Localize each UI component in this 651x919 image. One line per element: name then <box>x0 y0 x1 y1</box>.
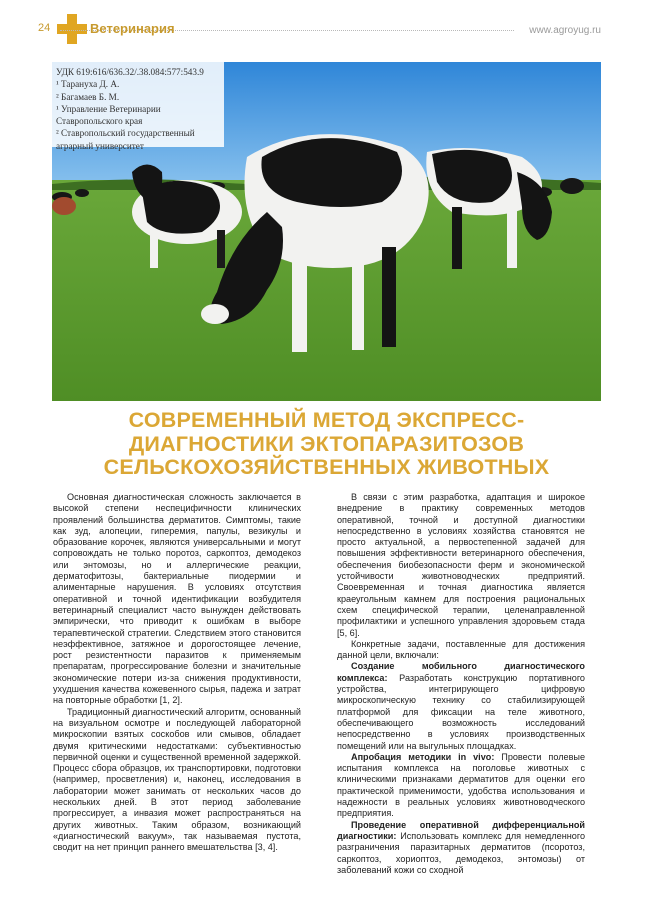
left-column <box>53 492 301 854</box>
udk-code: УДК 619:616/636.32/.38.084:577:543.9 <box>56 67 204 77</box>
right-column <box>337 492 585 876</box>
section-title: Ветеринария <box>90 21 175 36</box>
task-heading: Проведение оперативной дифференциальной диагностики: <box>337 819 585 841</box>
affiliation-1-line-1: ¹ Управление Ветеринарии <box>56 103 161 114</box>
article-title <box>62 409 591 480</box>
page-number: 24 <box>38 22 51 34</box>
paragraph: Традиционный диагностический алгоритм, основанный на визуальном осмотре и последующей лабораторной микроскопии взятых соскобов или смывов, обладает двумя критическими недостатками: субъективностью первичной оценки и существенной временной задержкой. Процесс сбора образцов, их транспортировки, подготовки (например, просветления) и, наконец, исследования в лаборатории может занимать от нескольких часов до нескольких дней. В этот период заболевание прогрессирует, а инвазия может распространяться на других животных. Таким образом, возникающий «диагностический вакуум», так называемая пустота, сводит на нет принцип раннего вмешательства [3, 4]. <box>53 706 301 853</box>
title-line-3: СЕЛЬСКОХОЗЯЙСТВЕННЫХ ЖИВОТНЫХ <box>103 455 550 479</box>
paragraph: Основная диагностическая сложность заключается в высокой степени неспецифичности клинических проявлений большинства дерматитов. Симптомы, такие как зуд, алопеции, гиперемия, папулы, везикулы и образование корочек, являются универсальными и могут сопровождать не только поротоз, саркоптоз, демодекоз или энтомозы, но и аллергические реакции, дерматофитозы, бактериальные пиодермии и алиментарные нарушения. В условиях отсутствия оперативной и точной идентификации возбудителя ветеринарный специалист часто вынужден действовать эмпирически, что приводит к ошибкам в выборе терапевтической стратегии. Следствием этого становится неэффективное, затяжное и дорогостоящее лечение, рост резистентности паразитов к применяемым препаратам, прогрессирование болезни и значительные экономические потери из-за снижения продуктивности, ухудшения качества кожевенного сырья, падежа и затрат на повторные обработки [1, 2]. <box>53 492 301 706</box>
author-2: ² Багамаев Б. М. <box>56 91 120 102</box>
title-line-2: ДИАГНОСТИКИ ЭКТОПАРАЗИТОЗОВ <box>128 431 525 456</box>
affiliation-1-line-2: Ставропольского края <box>56 116 143 127</box>
task-item <box>337 820 585 876</box>
affiliation-2-line-1: ² Ставропольский государственный <box>56 128 195 139</box>
task-item <box>337 661 585 751</box>
veterinary-cross-icon <box>57 14 87 44</box>
task-text: Разработать конструкцию портативного устройства, интегрирующего цифровую микроскопическую технику со стабилизирующей платформой для фиксации на теле животного, обеспечивающего возможность исследований непосредственно в условиях производственных помещений или на выгульных площадках. <box>337 672 585 751</box>
affiliation-2-line-2: аграрный университет <box>56 140 144 151</box>
task-heading: Апробация методики in vivo: <box>351 751 495 762</box>
paragraph: В связи с этим разработка, адаптация и широкое внедрение в практику современных методов оперативной, точной и доступной диагностики непосредственно в условиях хозяйства становятся не просто актуальной, а первостепенной задачей для повышения эффективности ветеринарного обеспечения, обеспечения биобезопасности ферм и экономической устойчивости животноводческих предприятий. Своевременная и точная диагностика является краеугольным камнем для построения рациональных схем специфической терапии, целенаправленной профилактики и успешного управления здоровьем стада [5, 6]. <box>337 492 585 638</box>
author-1: ¹ Тарануха Д. А. <box>56 79 120 90</box>
task-text: Использовать комплекс для немедленного разграничения паразитарных дерматитов (псоротоз, саркоптоз, хориоптоз, демодекоз, энтомозы) от заболеваний кожи со сходной <box>337 830 585 875</box>
article-metadata <box>52 62 224 151</box>
paragraph: Конкретные задачи, поставленные для достижения данной цели, включали: <box>337 638 585 661</box>
page-header <box>0 0 651 48</box>
task-heading: Создание мобильного диагностического комплекса: <box>337 661 585 683</box>
site-url[interactable]: www.agroyug.ru <box>529 25 601 36</box>
task-item <box>337 752 585 820</box>
task-text: Провести полевые испытания комплекса на поголовье животных с клиническими признаками дерматитов для оценки его практической применимости, удобства использования и надежности в реальных условиях животноводческого предприятия. <box>337 751 586 819</box>
title-line-1: СОВРЕМЕННЫЙ МЕТОД ЭКСПРЕСС- <box>128 408 525 432</box>
